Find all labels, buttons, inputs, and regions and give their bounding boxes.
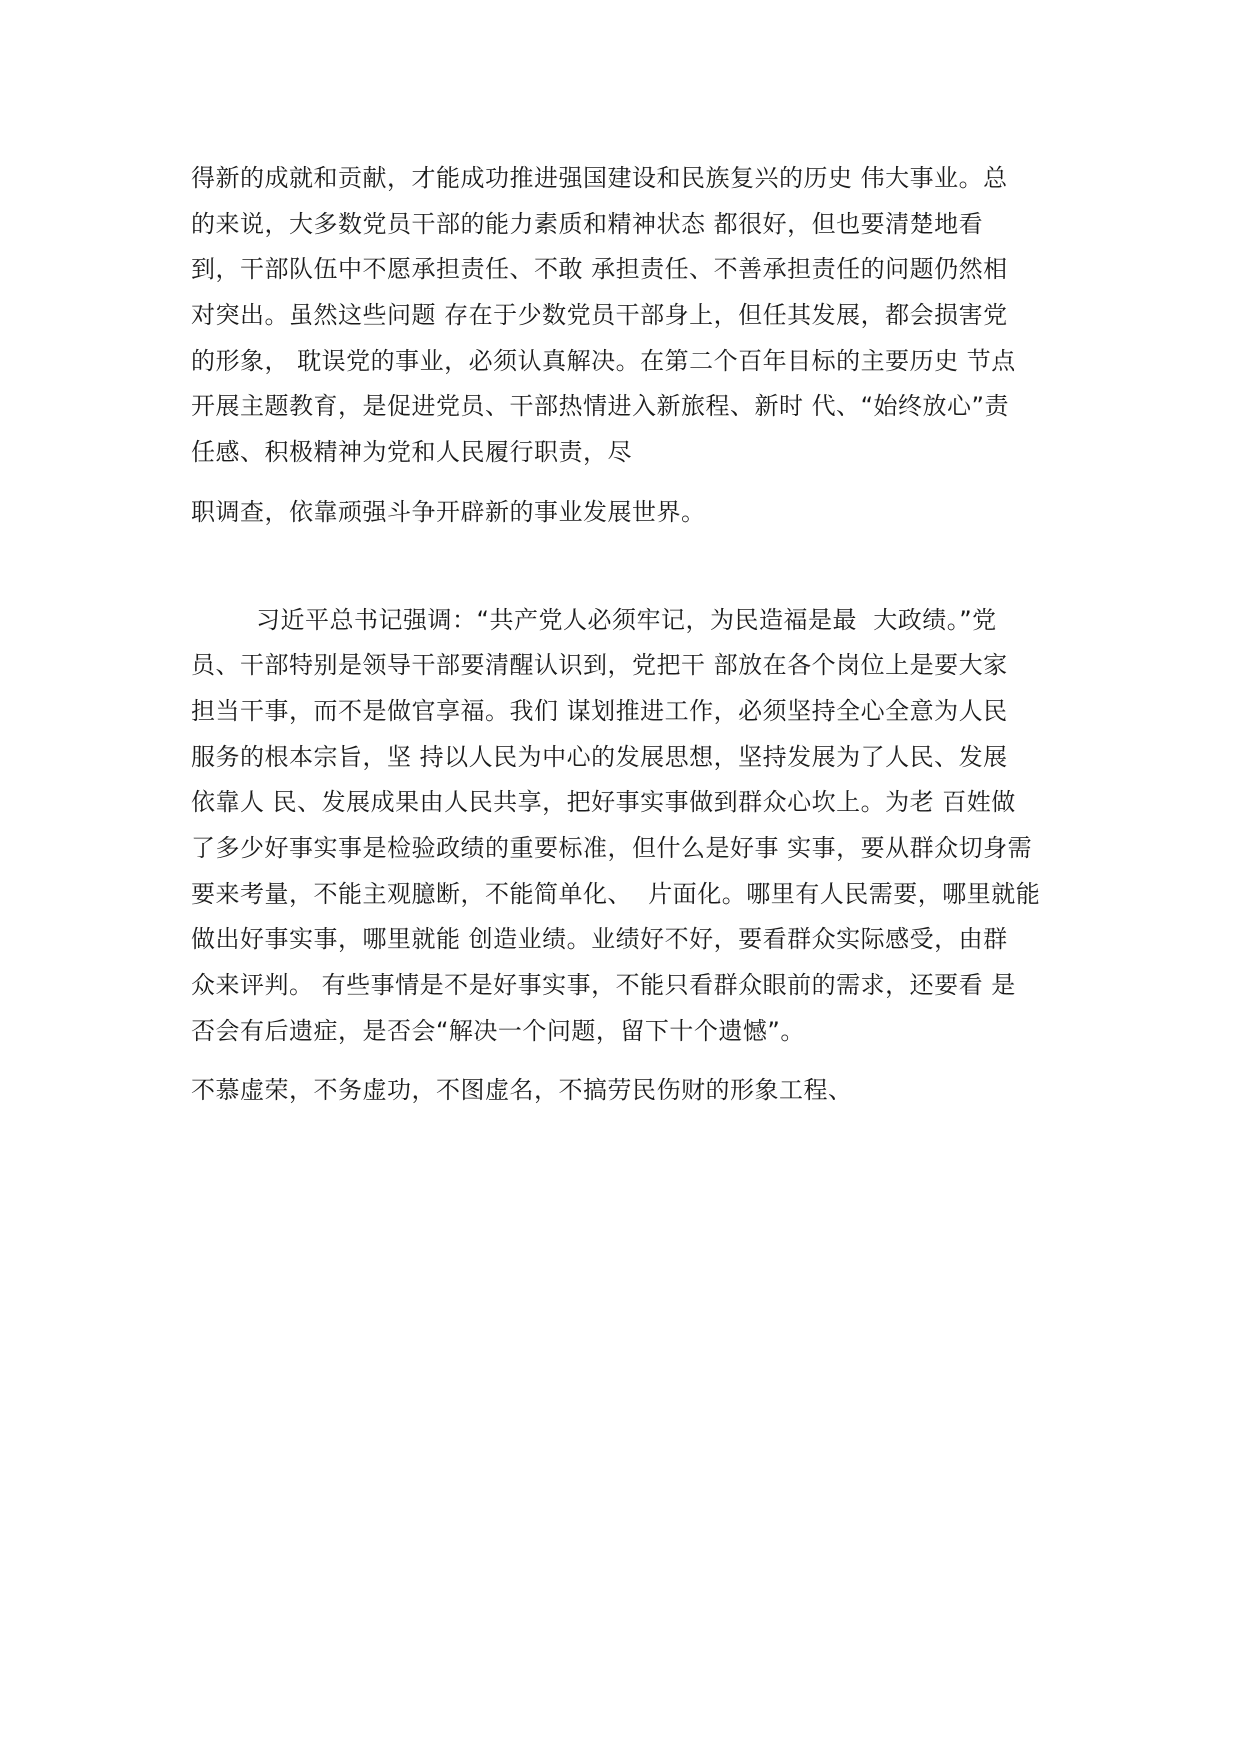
- paragraph: [191, 598, 1063, 1055]
- text-line: 习近平总书记强调：“共产党人必须牢记，为民造福是最 大政绩。”党: [191, 605, 997, 634]
- paragraph-spacer: [191, 476, 1063, 490]
- text-line: 了多少好事实事是检验政绩的重要标准，但什么是好事 实事，要从群众切身需: [191, 833, 1033, 862]
- text-line: 开展主题教育，是促进党员、干部热情进入新旅程、新时 代、“始终放心”责: [191, 392, 1009, 421]
- document-body: [191, 156, 1063, 1114]
- text-line: 服务的根本宗旨，坚 持以人民为中心的发展思想，坚持发展为了人民、发展: [191, 742, 1008, 771]
- text-line: 的形象， 耽误党的事业，必须认真解决。在第二个百年目标的主要历史 节点: [191, 346, 1016, 375]
- text-line: 要来考量，不能主观臆断，不能简单化、 片面化。哪里有人民需要，哪里就能: [191, 879, 1041, 908]
- text-line: 众来评判。 有些事情是不是好事实事，不能只看群众眼前的需求，还要看 是: [191, 971, 1016, 999]
- paragraph: [191, 490, 1063, 536]
- paragraph-spacer: [191, 1054, 1063, 1068]
- text-line: 依靠人 民、发展成果由人民共享，把好事实事做到群众心坎上。为老 百姓做: [191, 788, 1016, 817]
- text-line: 对突出。虽然这些问题 存在于少数党员干部身上，但任其发展，都会损害党: [191, 301, 1008, 330]
- text-line: 员、干部特别是领导干部要清醒认识到，党把干 部放在各个岗位上是要大家: [191, 651, 1008, 680]
- text-line: 担当干事，而不是做官享福。我们 谋划推进工作，必须坚持全心全意为人民: [191, 696, 1008, 725]
- text-line: 做出好事实事，哪里就能 创造业绩。业绩好不好，要看群众实际感受，由群: [191, 925, 1008, 954]
- paragraph: [191, 1068, 1063, 1114]
- text-line: 不慕虚荣，不务虚功，不图虚名，不搞劳民伤财的形象工程、: [191, 1076, 853, 1105]
- text-line: 否会有后遗症，是否会“解决一个问题，留下十个遗憾”。: [191, 1016, 805, 1045]
- paragraph-spacer: [191, 536, 1063, 598]
- text-line: 的来说，大多数党员干部的能力素质和精神状态 都很好，但也要清楚地看: [191, 209, 984, 238]
- paragraph: [191, 156, 1063, 476]
- text-line: 到，干部队伍中不愿承担责任、不敢 承担责任、不善承担责任的问题仍然相: [191, 255, 1008, 284]
- text-line: 得新的成就和贡献，才能成功推进强国建设和民族复兴的历史 伟大事业。总: [191, 164, 1008, 192]
- text-line: 职调查，依靠顽强斗争开辟新的事业发展世界。: [191, 497, 706, 526]
- text-line: 任感、积极精神为党和人民履行职责，尽: [191, 438, 632, 467]
